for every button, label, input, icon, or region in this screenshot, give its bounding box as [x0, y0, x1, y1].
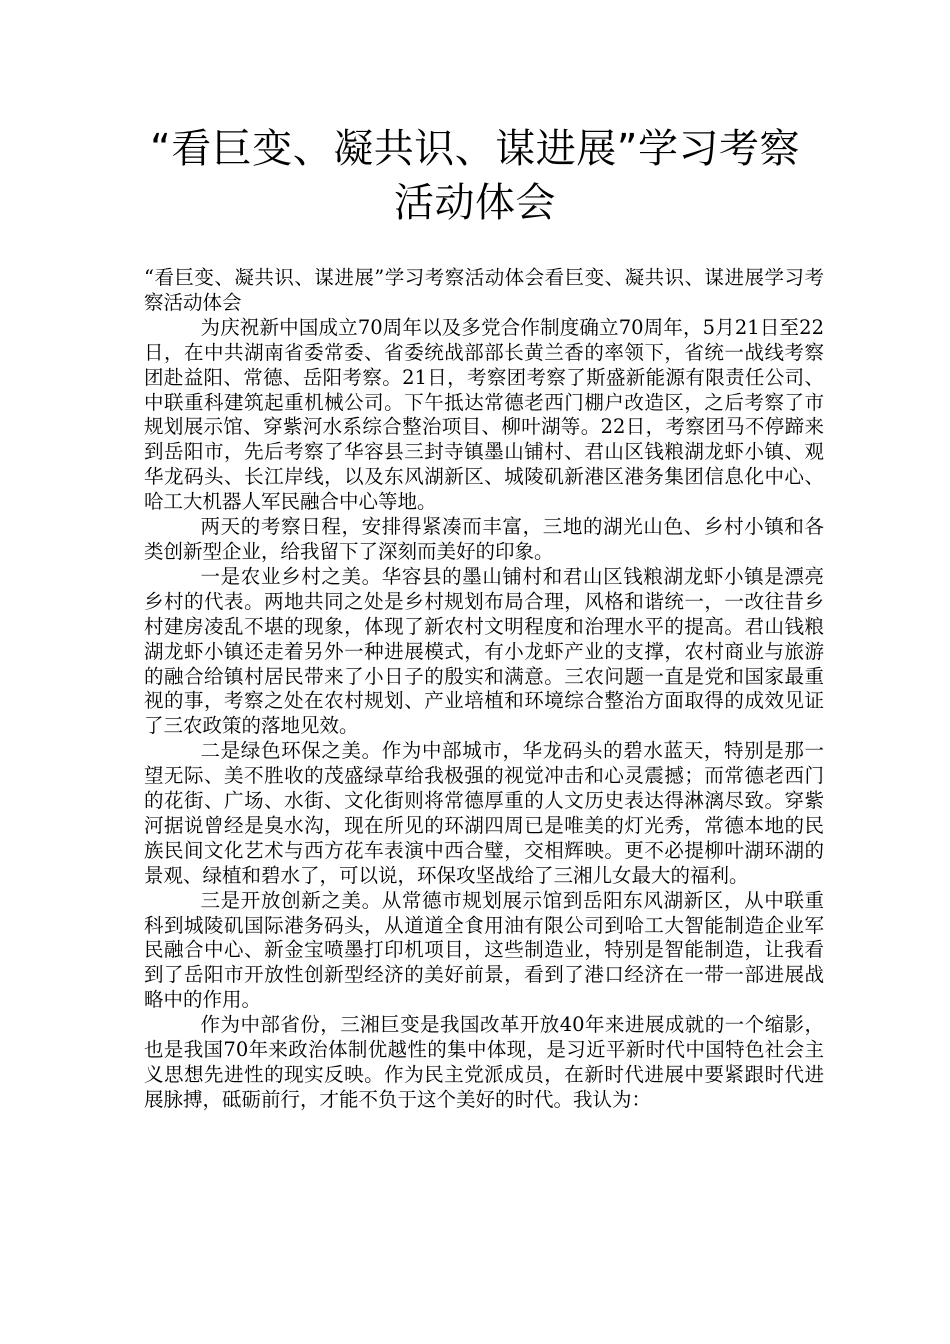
title-line-2: 活动体会 [394, 180, 556, 226]
paragraph-conclusion: 作为中部省份，三湘巨变是我国改革开放40年来进展成就的一个缩影，也是我国70年来政治体制优越性的集中体现，是习近平新时代中国特色社会主义思想先进性的现实反映。作为民主党派成员，在新时代进展中要紧跟时代进展脉搏，砥砺前行，才能不负于这个美好的时代。我认为： [144, 1013, 824, 1111]
paragraph-rural-beauty: 一是农业乡村之美。华容县的墨山铺村和君山区钱粮湖龙虾小镇是漂亮乡村的代表。两地共同之处是乡村规划布局合理，风格和谐统一，一改往昔乡村建房凌乱不堪的现象，体现了新农村文明程度和治理水平的提高。君山钱粮湖龙虾小镇还走着另外一种进展模式，有小龙虾产业的支撑，农村商业与旅游的融合给镇村居民带来了小日子的殷实和满意。三农问题一直是党和国家最重视的事，考察之处在农村规划、产业培植和环境综合整治方面取得的成效见证了三农政策的落地见效。 [144, 564, 824, 738]
title-line-1: “看巨变、凝共识、谋进展”学习考察 [150, 126, 800, 172]
document-title [100, 122, 850, 230]
document-body [144, 266, 824, 1113]
paragraph-innovation-beauty: 三是开放创新之美。从常德市规划展示馆到岳阳东风湖新区，从中联重科到城陵矶国际港务码头，从道道全食用油有限公司到哈工大智能制造企业军民融合中心、新金宝喷墨打印机项目，这些制造业，特别是智能制造，让我看到了岳阳市开放性创新型经济的美好前景，看到了港口经济在一带一部进展战略中的作用。 [144, 888, 824, 1012]
summary-paragraph: “看巨变、凝共识、谋进展”学习考察活动体会看巨变、凝共识、谋进展学习考察活动体会 [144, 266, 824, 314]
paragraph-impression: 两天的考察日程，安排得紧凑而丰富，三地的湖光山色、乡村小镇和各类创新型企业，给我留下了深刻而美好的印象。 [144, 515, 824, 563]
paragraph-itinerary: 为庆祝新中国成立70周年以及多党合作制度确立70周年，5月21日至22日，在中共湖南省委常委、省委统战部部长黄兰香的率领下，省统一战线考察团赴益阳、常德、岳阳考察。21日，考察团考察了斯盛新能源有限责任公司、中联重科建筑起重机械公司。下午抵达常德老西门棚户改造区，之后考察了市规划展示馆、穿紫河水系综合整治项目、柳叶湖等。22日，考察团马不停蹄来到岳阳市，先后考察了华容县三封寺镇墨山铺村、君山区钱粮湖龙虾小镇、观华龙码头、长江岸线，以及东风湖新区、城陵矶新港区港务集团信息化中心、哈工大机器人军民融合中心等地。 [144, 315, 824, 514]
paragraph-green-beauty: 二是绿色环保之美。作为中部城市，华龙码头的碧水蓝天，特别是那一望无际、美不胜收的茂盛绿草给我极强的视觉冲击和心灵震撼；而常德老西门的花街、广场、水街、文化街则将常德厚重的人文历史表达得淋漓尽致。穿紫河据说曾经是臭水沟，现在所见的环湖四周已是唯美的灯光秀，常德本地的民族民间文化艺术与西方花车表演中西合璧，交相辉映。更不必提柳叶湖环湖的景观、绿植和碧水了，可以说，环保攻坚战给了三湘儿女最大的福利。 [144, 739, 824, 887]
